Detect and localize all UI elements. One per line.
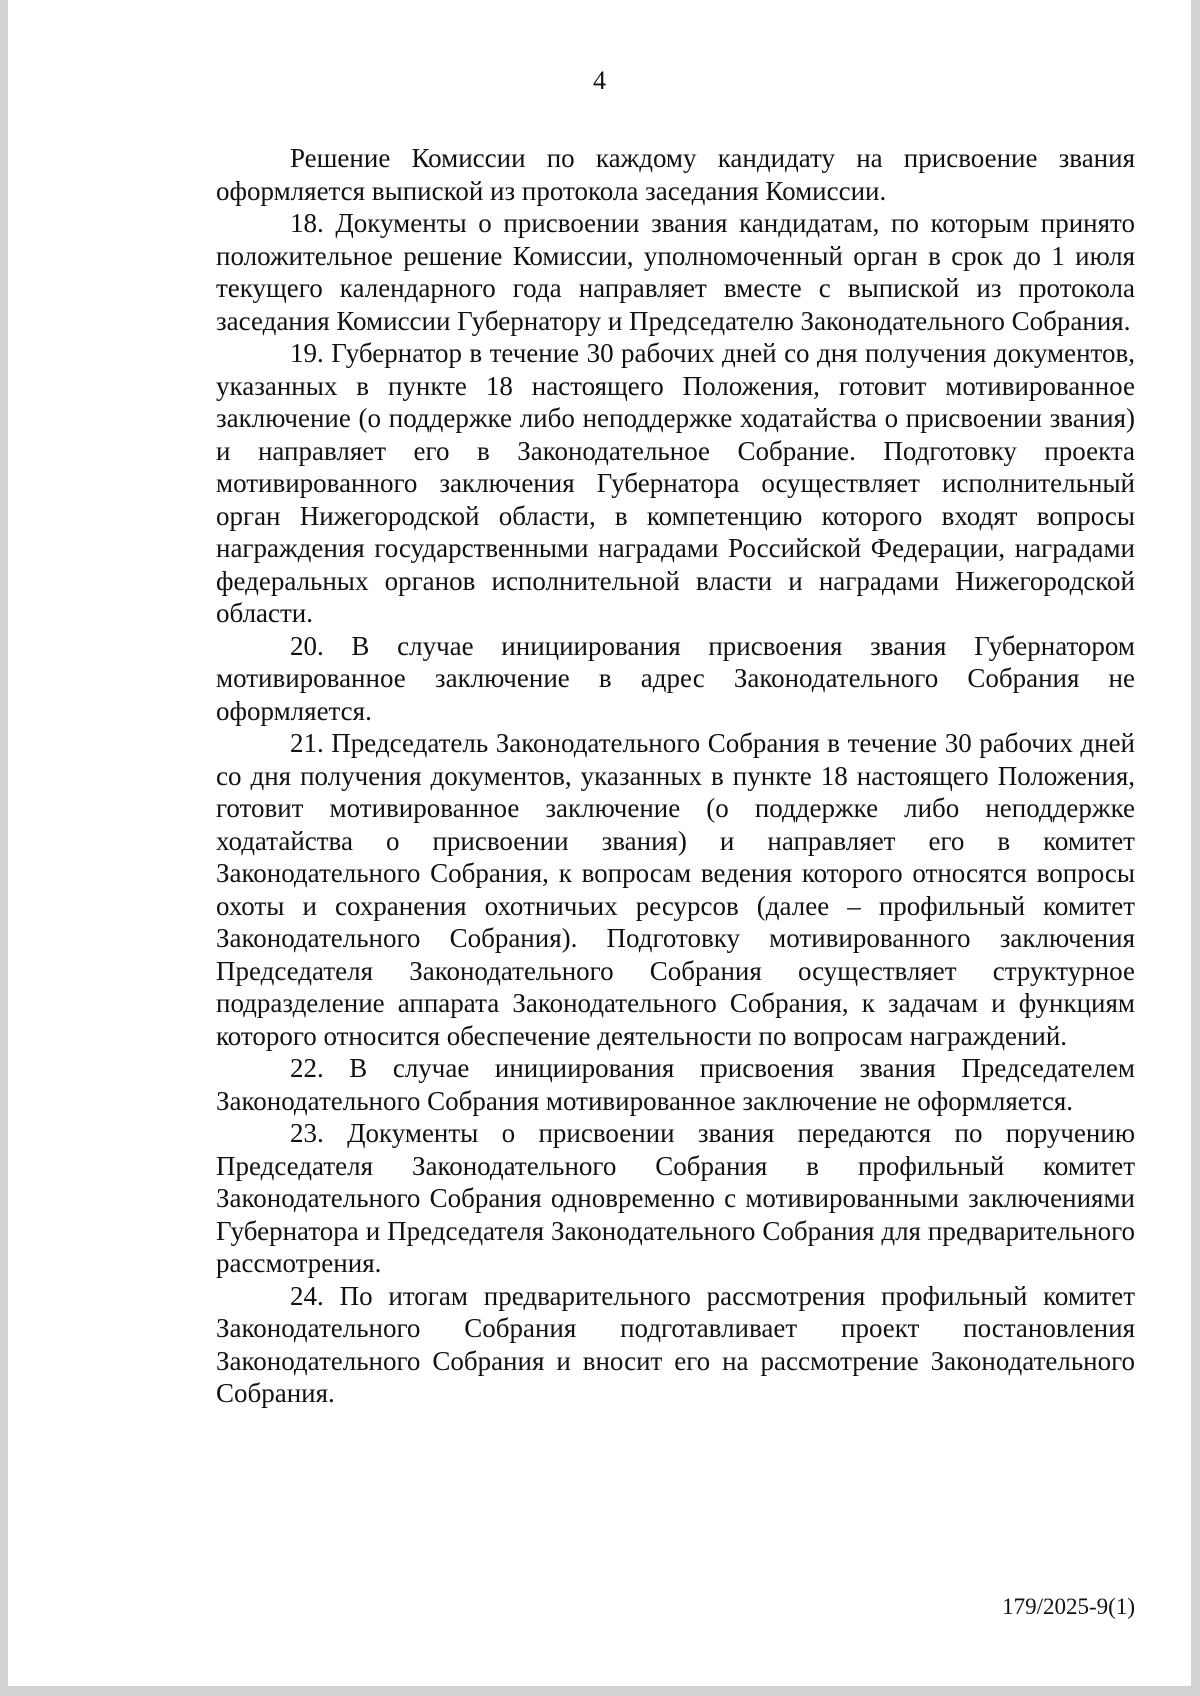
paragraph-18: 18. Документы о присвоении звания кандидатам, по которым принято положительное решение Комиссии, уполномоченный орган в срок до 1 июля текущего календарного года направляет вместе с выпиской из протокола заседания Комиссии Губернатору и Председателю Законодательного Собрания.: [216, 208, 1135, 336]
document-body: [216, 142, 1135, 1410]
document-code: 179/2025-9(1): [1002, 1594, 1135, 1619]
paragraph-20: 20. В случае инициирования присвоения звания Губернатором мотивированное заключение в адрес Законодательного Собрания не оформляется.: [216, 630, 1135, 726]
page-number: 4: [593, 66, 606, 95]
paragraph-commission-decision: Решение Комиссии по каждому кандидату на присвоение звания оформляется выпиской из протокола заседания Комиссии.: [216, 143, 1135, 206]
paragraph-23: 23. Документы о присвоении звания передаются по поручению Председателя Законодательного Собрания в профильный комитет Законодательного Собрания одновременно с мотивированными заключениями Губернатора и Председателя Законодательного Собрания для предварительного рассмотрения.: [216, 1118, 1135, 1278]
paragraph-21: 21. Председатель Законодательного Собрания в течение 30 рабочих дней со дня получения документов, указанных в пункте 18 настоящего Положения, готовит мотивированное заключение (о поддержке либо неподдержке ходатайства о присвоении звания) и направляет его в комитет Законодательного Собрания, к вопросам ведения которого относятся вопросы охоты и сохранения охотничьих ресурсов (далее – профильный комитет Законодательного Собрания). Подготовку мотивированного заключения Председателя Законодательного Собрания осуществляет структурное подразделение аппарата Законодательного Собрания, к задачам и функциям которого относится обеспечение деятельности по вопросам награждений.: [216, 728, 1135, 1051]
paragraph-24: 24. По итогам предварительного рассмотрения профильный комитет Законодательного Собрания подготавливает проект постановления Законодательного Собрания и вносит его на рассмотрение Законодательного Собрания.: [216, 1280, 1135, 1408]
document-page: [8, 0, 1191, 1686]
paragraph-22: 22. В случае инициирования присвоения звания Председателем Законодательного Собрания мотивированное заключение не оформляется.: [216, 1053, 1135, 1116]
paragraph-19: 19. Губернатор в течение 30 рабочих дней со дня получения документов, указанных в пункте 18 настоящего Положения, готовит мотивированное заключение (о поддержке либо неподдержке ходатайства о присвоении звания) и направляет его в Законодательное Собрание. Подготовку проекта мотивированного заключения Губернатора осуществляет исполнительный орган Нижегородской области, в компетенцию которого входят вопросы награждения государственными наградами Российской Федерации, наградами федеральных органов исполнительной власти и наградами Нижегородской области.: [216, 338, 1135, 628]
